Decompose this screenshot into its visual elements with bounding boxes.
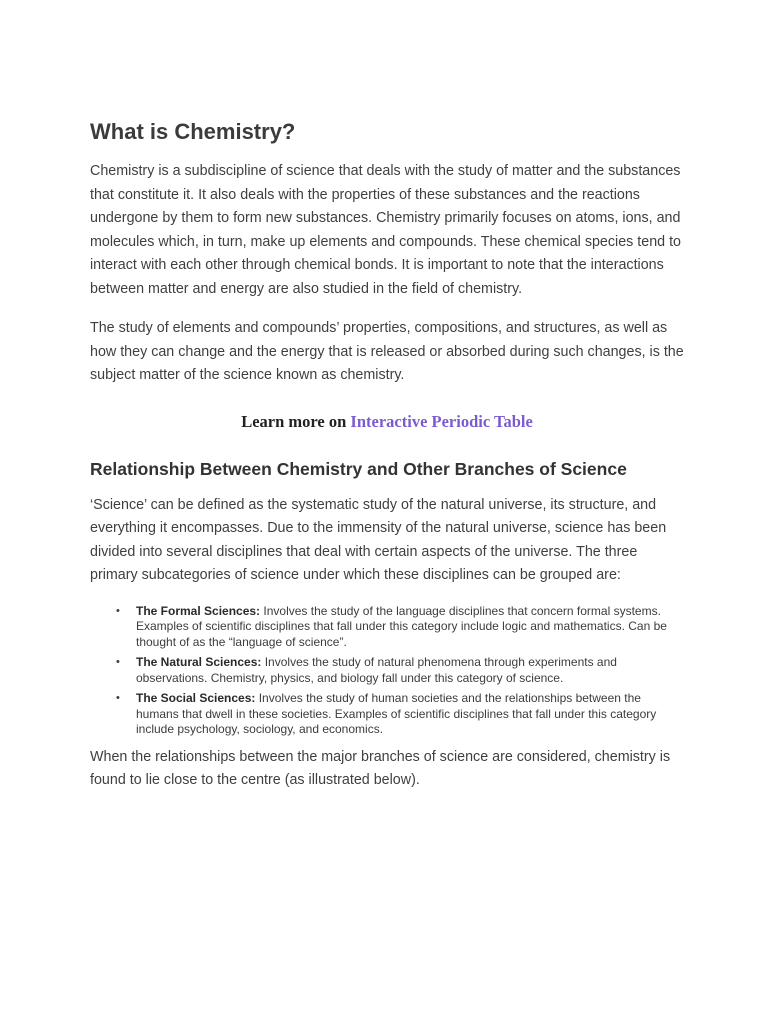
list-item-term: The Formal Sciences: [136, 603, 261, 618]
list-item-term: The Natural Sciences: [136, 655, 262, 669]
list-item-formal-sciences [116, 603, 684, 651]
list-item-text: Involves the study of natural phenomena through experiments and observations. Chemistry, physics, and biology fall under this category of science. [136, 655, 617, 685]
bullet-icon: • [116, 656, 120, 668]
paragraph-closing: When the relationships between the major branches of science are considered, chemistry is found to lie close to the centre (as illustrated below). [90, 748, 671, 788]
list-item-natural-sciences [116, 655, 684, 686]
list-item-term: The Social Sciences: [136, 691, 256, 705]
bullet-icon: • [116, 692, 120, 704]
list-item-text: Involves the study of human societies and the relationships between the humans that dwell in these societies. Examples of scientific disciplines that fall under this category include psychology, sociology, and economics. [136, 691, 657, 736]
list-item-social-sciences [116, 691, 684, 738]
section-heading-relationship: Relationship Between Chemistry and Other Branches of Science [90, 458, 627, 479]
bullet-icon: • [116, 604, 120, 617]
science-branches-list [90, 604, 684, 738]
paragraph-study-scope: The study of elements and compounds’ properties, compositions, and structures, as well as how they can change and the energy that is released or absorbed during such changes, is the subject matter of the science known as chemistry. [90, 320, 684, 383]
list-item-text: Involves the study of the language disciplines that concern formal systems. Examples of scientific disciplines that fall under this category include logic and mathematics. Can be thought of as the “language of science”. [136, 603, 667, 649]
paragraph-definition: Chemistry is a subdiscipline of science that deals with the study of matter and the substances that constitute it. It also deals with the properties of these substances and the reactions undergone by them to form new substances. Chemistry primarily focuses on atoms, ions, and molecules which, in turn, make up elements and compounds. These chemical species tend to interact with each other through chemical bonds. It is important to note that the interactions between matter and energy are also studied in the field of chemistry. [90, 163, 681, 297]
learn-more-prefix: Learn more on [241, 411, 351, 431]
interactive-periodic-table-link[interactable]: Interactive Periodic Table [350, 411, 533, 431]
page-title: What is Chemistry? [90, 119, 296, 144]
learn-more-line [90, 410, 684, 434]
paragraph-science-intro: ‘Science’ can be defined as the systematic study of the natural universe, its structure, and everything it encompasses. Due to the immensity of the natural universe, science has been divided into several disciplines that deal with certain aspects of the universe. The three primary subcategories of science under which these disciplines can be grouped are: [90, 496, 667, 583]
